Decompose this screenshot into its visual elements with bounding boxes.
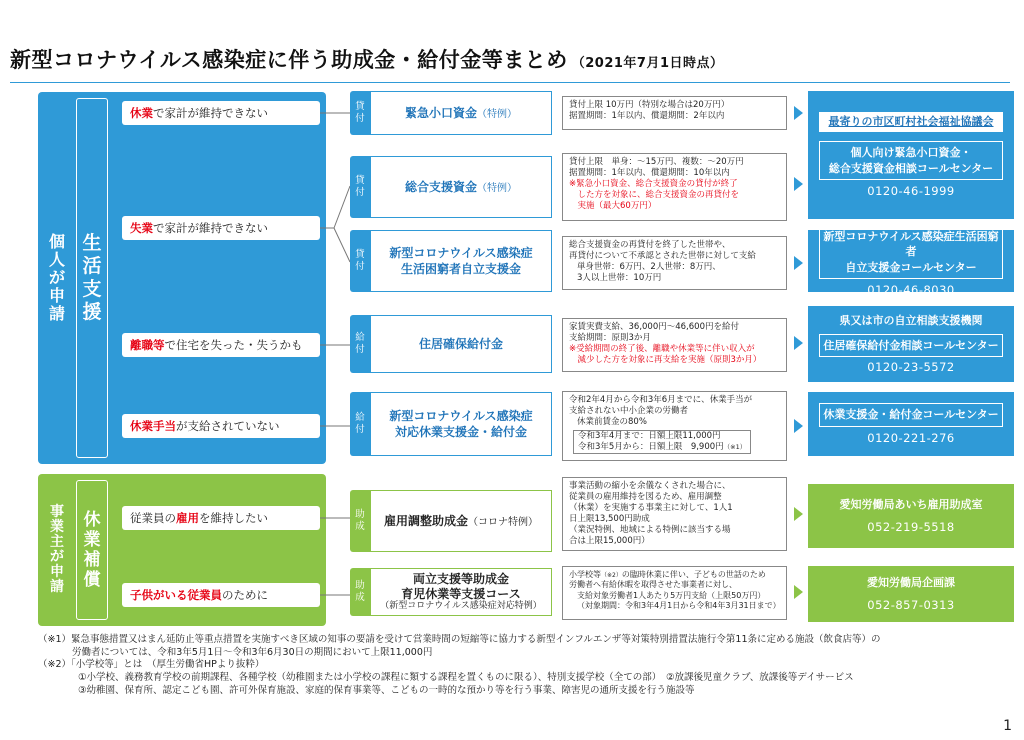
- program-type-tag: 助 成: [350, 568, 370, 616]
- condition-keep-employment: 従業員の 雇用 を維持したい: [122, 506, 320, 530]
- contact-housing-benefit: [808, 306, 1014, 382]
- program-detail: 総合支援資金の再貸付を終了した世帯や、 再貸付について不承認とされた世帯に対して支給 単身世帯：6万円、2人世帯：8万円、 3人以上世帯：10万円: [562, 236, 787, 290]
- jiritsu-call-center: 新型コロナウイルス感染症生活困窮者 自立支援金コールセンター: [819, 225, 1003, 279]
- program-type-tag: 給 付: [350, 315, 370, 373]
- leave-compensation-label: 休 業 補 償: [76, 480, 108, 620]
- program-detail: 事業活動の縮小を余儀なくされた場合に、 従業員の雇用維持を図るため、雇用調整 （休業）を実施する事業主に対して、1人1 日上限13,500円助成 （業況特例、地域による特例に該当する場 合は上限15,000円）: [562, 477, 787, 551]
- program-needy-independence-fund: 新型コロナウイルス感染症 生活困窮者自立支援金: [370, 230, 552, 292]
- triangle-right-arrow-icon: [794, 177, 803, 191]
- program-type-tag: 貸 付: [350, 91, 370, 135]
- footnote-line: （※2）「小学校等」とは （厚生労働省HPより抜粋）: [38, 659, 265, 671]
- footnote-line: ③幼稚園、保育所、認定こども園、許可外保育施設、家庭的保育事業等、こどもの一時的な預かり等を行う事業、障害児の通所支援を行う施設等: [78, 684, 695, 696]
- program-detail: 貸付上限 単身：～15万円、複数：～20万円 据置期間：1年以内、償還期間：10年以内 ※緊急小口資金、総合支援資金の貸付が終了 した方を対象に、総合支援資金の再貸付を 実施（最大60万円）: [562, 153, 787, 221]
- triangle-right-arrow-icon: [794, 585, 803, 599]
- life-support-label: 生 活 支 援: [76, 98, 108, 458]
- condition-leave-household: 休業 で家計が維持できない: [122, 101, 320, 125]
- condition-lost-housing: 離職等 で住宅を失った・失うかも: [122, 333, 320, 357]
- phone-number: 052-857-0313: [867, 598, 955, 613]
- footnotes: [38, 634, 998, 698]
- triangle-right-arrow-icon: [794, 507, 803, 521]
- program-type-tag: 貸 付: [350, 230, 370, 292]
- business-apply-label: 事 業 主 が 申 請: [50, 503, 64, 596]
- program-general-support-fund: 総合支援資金（特例）: [370, 156, 552, 218]
- housing-call-center: 住居確保給付金相談コールセンター: [819, 334, 1003, 357]
- program-type-tag: 給 付: [350, 392, 370, 456]
- program-detail: 貸付上限 10万円（特別な場合は20万円） 据置期間：1年以内、償還期間：2年以内: [562, 96, 787, 130]
- triangle-right-arrow-icon: [794, 256, 803, 270]
- title-date: （2021年7月1日時点）: [571, 56, 724, 71]
- phone-number: 052-219-5518: [867, 520, 955, 535]
- contact-aichi-employment-subsidy-office: 愛知労働局あいち雇用助成室 052-219-5518: [808, 484, 1014, 548]
- program-detail: 令和2年4月から令和3年6月までに、休業手当が 支給されない中小企業の労働者 休業前賃金の80% 令和3年4月まで：日額上限11,000円 令和3年5月から：日額上限 9,900円（※1）: [562, 391, 787, 461]
- housing-support-org: 県又は市の自立相談支援機関: [839, 313, 983, 327]
- program-employment-adjustment-subsidy: 雇用調整助成金（コロナ特例）: [370, 490, 552, 552]
- individual-apply-label: 個 人 が 申 請: [48, 232, 65, 323]
- phone-number: 0120-23-5572: [867, 360, 955, 375]
- program-emergency-small-fund: 緊急小口資金（特例）: [370, 91, 552, 135]
- phone-number: 0120-46-1999: [867, 184, 955, 199]
- contact-leave-support-center: [808, 392, 1014, 456]
- condition-unemployed-household: 失業 で家計が維持できない: [122, 216, 320, 240]
- connector-line: [334, 228, 350, 262]
- shakyo-call-center: 個人向け緊急小口資金・ 総合支援資金相談コールセンター: [819, 141, 1003, 180]
- program-detail: 家賃実費支給、36,000円～46,600円を給付 支給期間：原則3か月 ※受給期間の終了後、離職や休業等に伴い収入が 減少した方を対象に再支給を実施（原則3か月）: [562, 318, 787, 372]
- triangle-right-arrow-icon: [794, 106, 803, 120]
- program-leave-support-benefit: 新型コロナウイルス感染症 対応休業支援金・給付金: [370, 392, 552, 456]
- social-welfare-council-link[interactable]: 最寄りの市区町村社会福祉協議会: [819, 112, 1003, 132]
- program-detail: 小学校等（※2）の臨時休業に伴い、子どもの世話のため 労働者へ有給休暇を取得させた事業者に対し、 支給対象労働者1人あたり5万円支給（上限50万円） （対象期間：令和3年4月1日から令和4年3月31日まで）: [562, 566, 787, 620]
- program-type-tag: 貸 付: [350, 156, 370, 218]
- kyugyo-call-center: 休業支援金・給付金コールセンター: [819, 403, 1003, 426]
- contact-independence-fund-center: [808, 229, 1014, 298]
- footnote-line: （※1）緊急事態措置又はまん延防止等重点措置を実施すべき区域の知事の要請を受けて営業時間の短縮等に協力する新型インフルエンザ等対策特別措置法施行令第11条に定める施設（飲食店等）の: [38, 634, 881, 645]
- condition-no-leave-allowance: 休業手当 が支給されていない: [122, 414, 320, 438]
- program-housing-benefit: 住居確保給付金: [370, 315, 552, 373]
- phone-number: 0120-46-8030: [867, 283, 955, 298]
- program-type-tag: 助 成: [350, 490, 370, 552]
- program-work-family-balance-subsidy: 両立支援等助成金 育児休業等支援コース （新型コロナウイルス感染症対応特例）: [370, 568, 552, 616]
- condition-employees-with-children: 子供がいる従業員 のために: [122, 583, 320, 607]
- contact-social-welfare-council: [808, 91, 1014, 219]
- footnote-line: ①小学校、義務教育学校の前期課程、各種学校（幼稚園または小学校の課程に類する課程を置くものに限る）、特別支援学校（全ての部） ②放課後児童クラブ、放課後等デイサービス: [78, 672, 854, 684]
- phone-number: 0120-221-276: [867, 430, 955, 445]
- triangle-right-arrow-icon: [794, 419, 803, 433]
- triangle-right-arrow-icon: [794, 336, 803, 350]
- page-number: 1: [1003, 718, 1012, 734]
- connector-line: [334, 186, 350, 228]
- title-main: 新型コロナウイルス感染症に伴う助成金・給付金等まとめ: [10, 48, 568, 72]
- contact-aichi-planning-division: 愛知労働局企画課 052-857-0313: [808, 566, 1014, 622]
- footnote-line: 労働者については、令和3年5月1日～令和3年6月30日の期間において上限11,000円: [72, 646, 433, 658]
